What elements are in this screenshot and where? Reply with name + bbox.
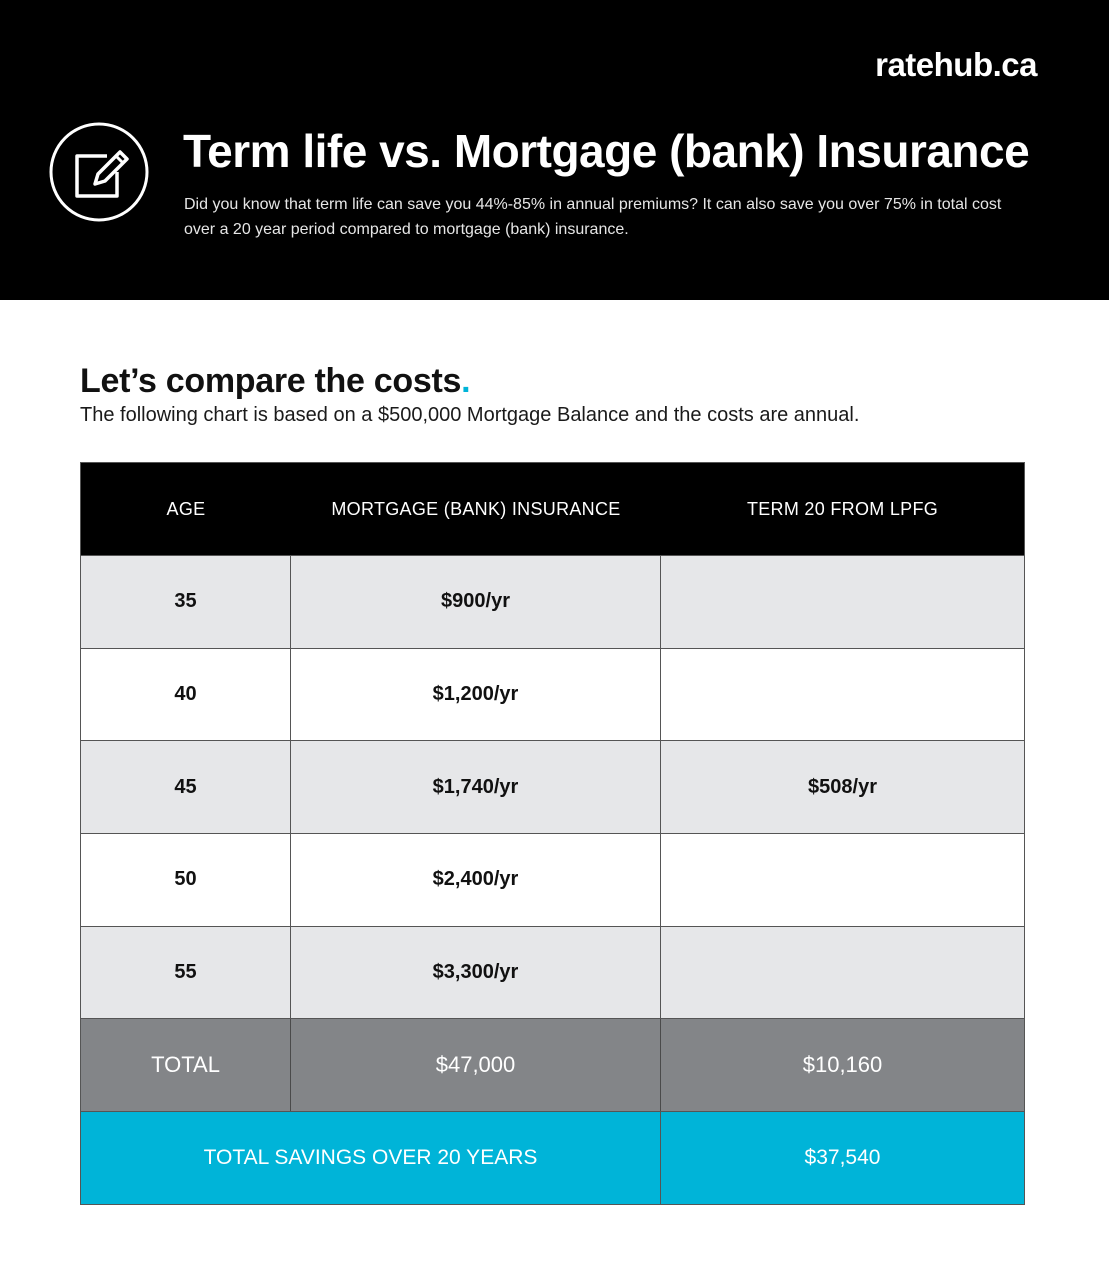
term-cell bbox=[661, 649, 1024, 741]
total-label: TOTAL bbox=[81, 1019, 291, 1111]
page-subtitle: Did you know that term life can save you 44%-85% in annual premiums? It can also save you over 75% in total cost over a 20 year period compared to mortgage (bank) insurance. bbox=[184, 196, 1002, 238]
savings-label: TOTAL SAVINGS OVER 20 YEARS bbox=[81, 1112, 661, 1204]
table-row bbox=[81, 740, 1024, 833]
section-heading-text: Let’s compare the costs bbox=[80, 362, 462, 400]
age-cell: 45 bbox=[81, 741, 291, 833]
section-heading-dot: . bbox=[461, 362, 471, 400]
mortgage-cell: $1,200/yr bbox=[291, 649, 661, 741]
table-row bbox=[81, 648, 1024, 741]
term-cell bbox=[661, 927, 1024, 1019]
table-row bbox=[81, 926, 1024, 1019]
mortgage-cell: $900/yr bbox=[291, 556, 661, 648]
term-value-cell: $508/yr bbox=[808, 775, 877, 798]
age-cell: 55 bbox=[81, 927, 291, 1019]
table-row bbox=[81, 555, 1024, 648]
header-term: TERM 20 FROM LPFG bbox=[746, 498, 939, 519]
section-subtext: The following chart is based on a $500,000 Mortgage Balance and the costs are annual. bbox=[80, 404, 860, 426]
age-cell: 35 bbox=[81, 556, 291, 648]
total-row bbox=[81, 1018, 1024, 1111]
table-header-row bbox=[81, 463, 1024, 555]
mortgage-cell: $1,740/yr bbox=[291, 741, 661, 833]
savings-row bbox=[81, 1111, 1024, 1204]
header-mortgage: MORTGAGE (BANK) INSURANCE bbox=[331, 498, 621, 519]
ratehub-logo[interactable]: ratehub.ca bbox=[875, 46, 1037, 83]
term-cell bbox=[661, 556, 1024, 648]
page-title: Term life vs. Mortgage (bank) Insurance bbox=[183, 125, 1030, 177]
total-term: $10,160 bbox=[802, 1052, 883, 1078]
savings-value: $37,540 bbox=[804, 1145, 881, 1169]
comparison-table bbox=[80, 462, 1025, 1205]
table-row bbox=[81, 833, 1024, 926]
total-mortgage: $47,000 bbox=[291, 1019, 661, 1111]
edit-icon bbox=[49, 122, 149, 222]
term-cell bbox=[661, 834, 1024, 926]
age-cell: 50 bbox=[81, 834, 291, 926]
mortgage-cell: $3,300/yr bbox=[291, 927, 661, 1019]
section-heading bbox=[80, 362, 470, 401]
header-banner bbox=[0, 0, 1109, 300]
mortgage-cell: $2,400/yr bbox=[291, 834, 661, 926]
header-age: AGE bbox=[166, 498, 206, 519]
age-cell: 40 bbox=[81, 649, 291, 741]
